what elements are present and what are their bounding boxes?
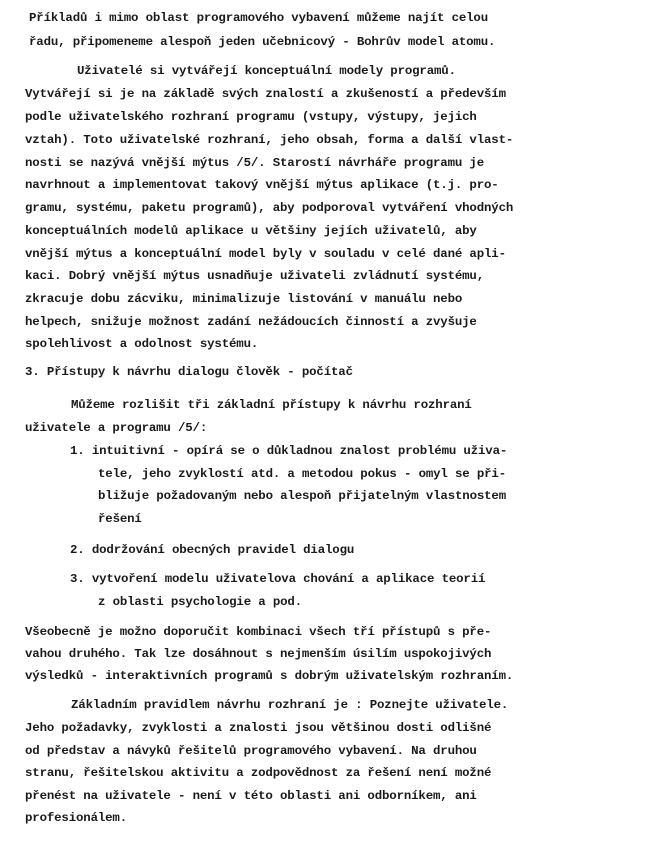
text-line: vnější mýtus a konceptuální model byly v souladu v celé dané apli- <box>25 247 506 261</box>
section-heading: 3. Přístupy k návrhu dialogu člověk - počítač <box>25 365 353 379</box>
text-line: řešení <box>98 512 142 526</box>
text-line: vahou druhého. Tak lze dosáhnout s nejmenším úsilím uspokojivých <box>25 647 492 661</box>
text-line: helpech, snižuje možnost zadání nežádoucích činností a zvyšuje <box>25 315 477 329</box>
text-line: Vytvářejí si je na základě svých znalostí a zkušeností a především <box>25 87 506 101</box>
text-line: stranu, řešitelskou aktivitu a zodpovědnost za řešení není možné <box>25 766 492 780</box>
list-item: 1. intuitivní - opírá se o důkladnou znalost problému uživa- <box>70 444 508 458</box>
text-line: Základním pravidlem návrhu rozhraní je : Poznejte uživatele. <box>71 698 509 712</box>
list-item: 2. dodržování obecných pravidel dialogu <box>70 543 355 557</box>
text-line: konceptuálních modelů aplikace u většiny jejích uživatelů, aby <box>25 224 477 238</box>
text-line: od představ a návyků řešitelů programového vybavení. Na druhou <box>25 744 477 758</box>
text-line: zkracuje dobu zácviku, minimalizuje listování v manuálu nebo <box>25 292 463 306</box>
text-line: Příkladů i mimo oblast programového vybavení můžeme najít celou <box>29 11 488 25</box>
text-line: Uživatelé si vytvářejí konceptuální modely programů. <box>77 64 456 78</box>
text-line: gramu, systému, paketu programů), aby podporoval vytváření vhodných <box>25 201 514 215</box>
text-line: Můžeme rozlišit tři základní přístupy k návrhu rozhraní <box>71 398 472 412</box>
text-line: z oblasti psychologie a pod. <box>98 595 302 609</box>
text-line: vztah). Toto uživatelské rozhraní, jeho obsah, forma a další vlast- <box>25 133 514 147</box>
text-line: profesionálem. <box>25 811 127 825</box>
text-line: bližuje požadovaným nebo alespoň přijatelným vlastnostem <box>98 489 506 503</box>
text-line: přenést na uživatele - není v této oblasti ani odborníkem, ani <box>25 789 477 803</box>
text-line: nosti se nazývá vnější mýtus /5/. Starostí návrháře programu je <box>25 156 484 170</box>
text-line: tele, jeho zvyklostí atd. a metodou pokus - omyl se při- <box>98 467 506 481</box>
text-line: podle uživatelského rozhraní programu (vstupy, výstupy, jejich <box>25 110 477 124</box>
text-line: řadu, připomeneme alespoň jeden učebnicový - Bohrův model atomu. <box>29 35 496 49</box>
text-line: spolehlivost a odolnost systému. <box>25 337 259 351</box>
text-line: kaci. Dobrý vnější mýtus usnadňuje uživateli zvládnutí systému, <box>25 269 484 283</box>
text-line: navrhnout a implementovat takový vnější mýtus aplikace (t.j. pro- <box>25 178 499 192</box>
text-line: Všeobecně je možno doporučit kombinaci všech tří přístupů s pře- <box>25 625 492 639</box>
text-line: uživatele a programu /5/: <box>25 421 208 435</box>
text-line: Jeho požadavky, zvyklosti a znalosti jsou většinou dosti odlišné <box>25 721 492 735</box>
list-item: 3. vytvoření modelu uživatelova chování a aplikace teorií <box>70 572 486 586</box>
text-line: výsledků - interaktivních programů s dobrým uživatelským rozhraním. <box>25 669 514 683</box>
